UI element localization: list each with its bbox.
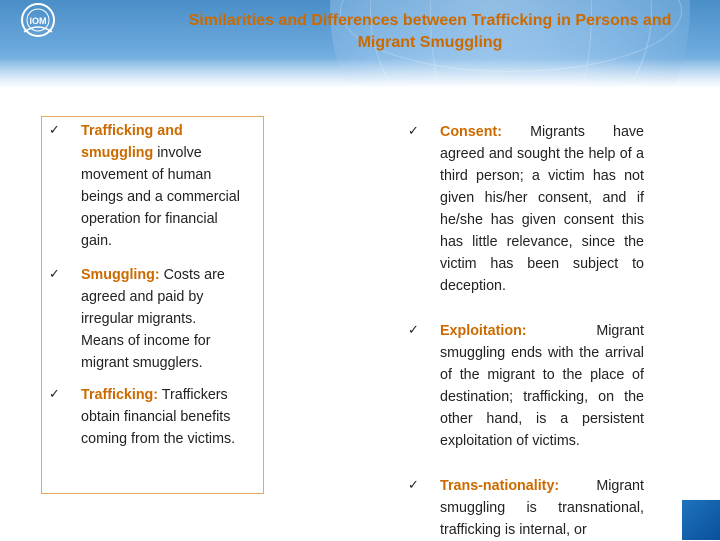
right-item-trans-nationality xyxy=(408,475,644,541)
check-icon: ✓ xyxy=(408,124,419,139)
left-item-smuggling xyxy=(49,264,261,374)
keyword: Smuggling: xyxy=(81,267,160,283)
check-icon: ✓ xyxy=(49,123,60,138)
keyword: Trans-nationality: xyxy=(440,478,560,494)
item-text: Migrant smuggling ends with the arrival of the migrant to the place of destination; trafficking, on the other hand, is a persistent exploitation of victims. xyxy=(440,323,644,449)
item-text: Migrants have agreed and sought the help of a third person; a victim has not given his/her consent, and if he/she has given consent this has little relevance, since the victim has been subject to deception. xyxy=(440,124,644,294)
left-item-trafficking xyxy=(49,384,261,450)
item-text: Migrant smuggling is transnational, trafficking is internal, or xyxy=(440,478,644,538)
keyword: Consent: xyxy=(440,124,502,140)
item-text: Costs are agreed and paid by irregular migrants. Means of income for migrant smugglers. xyxy=(81,267,225,371)
header-fade xyxy=(0,58,720,88)
keyword: Exploitation: xyxy=(440,323,527,339)
header-banner xyxy=(0,0,720,88)
logo-text: IOM xyxy=(29,16,47,26)
item-text: involve movement of human beings and a commercial operation for financial gain. xyxy=(81,145,240,249)
check-icon: ✓ xyxy=(49,267,60,282)
corner-logo-icon xyxy=(682,500,720,540)
check-icon: ✓ xyxy=(408,478,419,493)
check-icon: ✓ xyxy=(408,323,419,338)
keyword: Trafficking and smuggling xyxy=(81,123,183,161)
item-text: Traffickers obtain financial benefits coming from the victims. xyxy=(81,387,236,447)
keyword: Trafficking: xyxy=(81,387,159,403)
right-item-exploitation xyxy=(408,320,644,452)
title-line-2: Migrant Smuggling xyxy=(357,34,503,51)
page-title xyxy=(140,10,720,54)
right-item-consent xyxy=(408,121,644,297)
left-item-trafficking-and-smuggling xyxy=(49,120,261,252)
iom-logo-icon xyxy=(20,2,56,38)
check-icon: ✓ xyxy=(49,387,60,402)
title-line-1: Similarities and Differences between Trafficking in Persons and xyxy=(188,12,672,29)
